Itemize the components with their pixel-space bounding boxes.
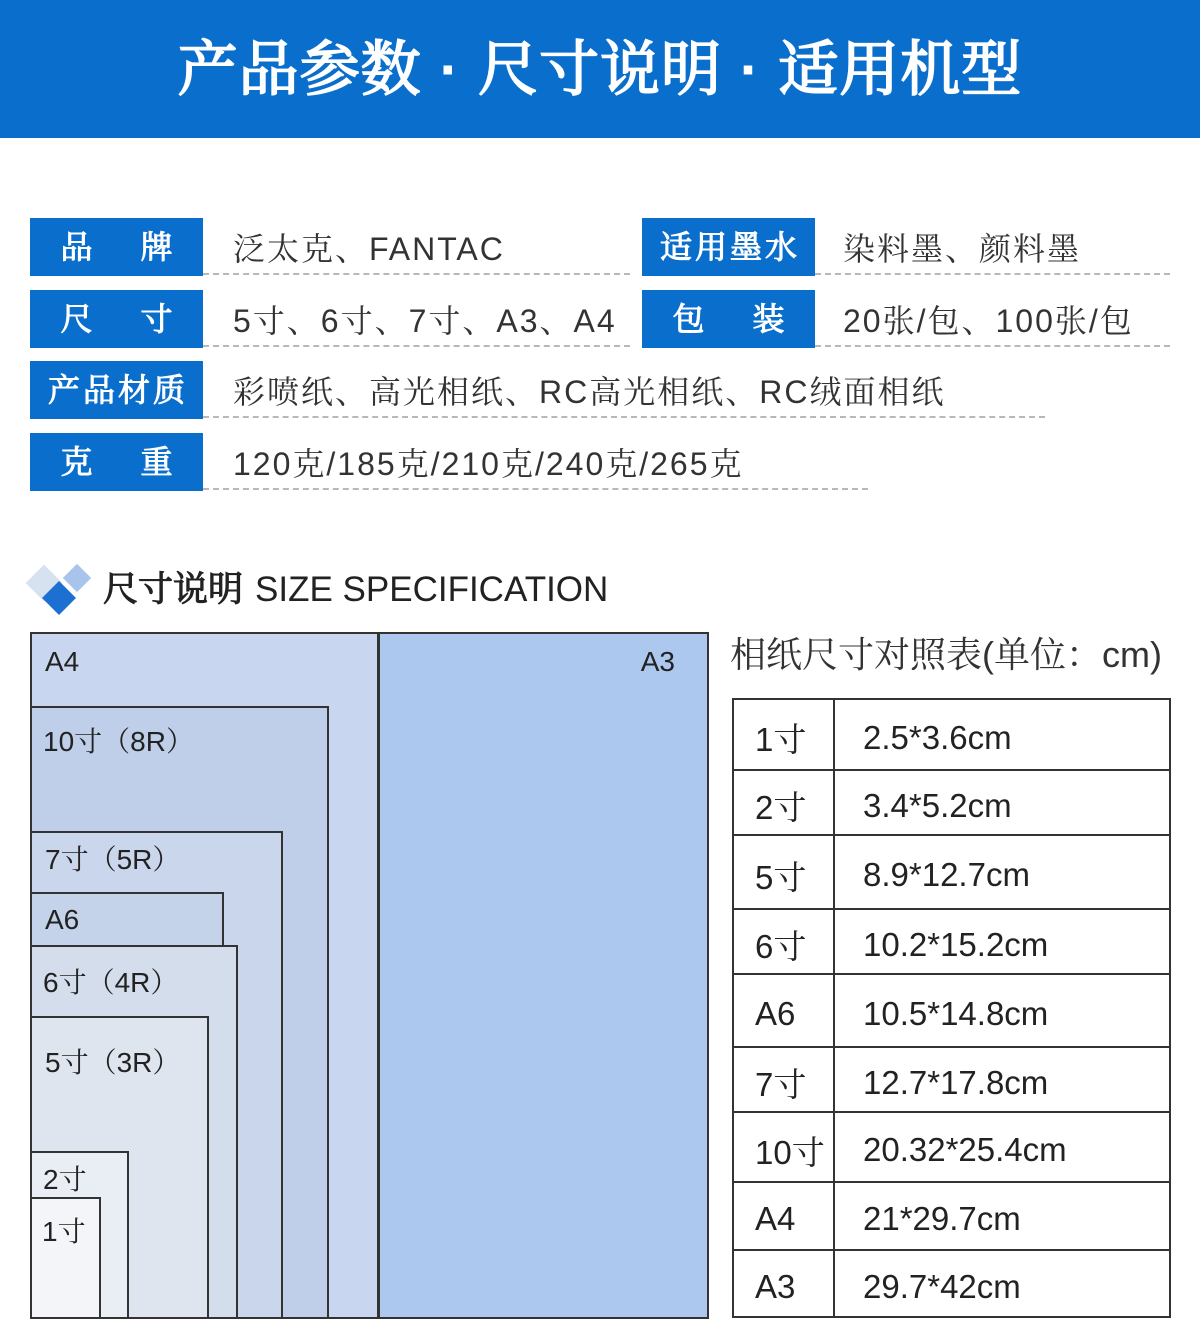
size-table [732, 698, 1171, 1318]
table-row [733, 1047, 1170, 1112]
table-row [733, 835, 1170, 909]
paper-label-a6: A6 [45, 904, 80, 935]
table-row [733, 770, 1170, 835]
spec-label-material: 产品材质 [30, 361, 203, 419]
section-title [103, 560, 608, 620]
table-cell-dims: 2.5*3.6cm [834, 699, 1170, 770]
spec-label-ink: 适用墨水 [642, 218, 815, 276]
table-row [733, 974, 1170, 1047]
page-title: 产品参数 · 尺寸说明 · 适用机型 [177, 36, 1023, 103]
spec-label-package: 包 装 [642, 290, 815, 348]
table-cell-name: A3 [733, 1250, 834, 1317]
spec-label-weight: 克 重 [30, 433, 203, 491]
spec-value-package: 20张/包、100张/包 [815, 290, 1170, 347]
header-banner [0, 0, 1200, 138]
spec-label-size: 尺 寸 [30, 290, 203, 348]
spec-label-brand: 品 牌 [30, 218, 203, 276]
table-row [733, 699, 1170, 770]
paper-label-6-inch: 6寸（4R） [43, 967, 179, 998]
table-cell-name: 5寸 [733, 835, 834, 909]
paper-label-a3: A3 [640, 646, 675, 677]
paper-label-7-inch: 7寸（5R） [45, 844, 181, 875]
diamond-mid-icon [63, 564, 91, 592]
table-row [733, 909, 1170, 974]
paper-label-2-inch: 2寸 [43, 1164, 87, 1195]
table-cell-dims: 10.5*14.8cm [834, 974, 1170, 1047]
table-cell-name: A4 [733, 1182, 834, 1250]
spec-value-brand: 泛太克、FANTAC [203, 218, 630, 275]
table-cell-dims: 21*29.7cm [834, 1182, 1170, 1250]
table-cell-dims: 8.9*12.7cm [834, 835, 1170, 909]
table-cell-name: 6寸 [733, 909, 834, 974]
paper-label-5-inch: 5寸（3R） [45, 1047, 181, 1078]
table-row [733, 1182, 1170, 1250]
paper-a3 [378, 632, 709, 1319]
size-section-heading [25, 560, 725, 620]
table-cell-name: 7寸 [733, 1047, 834, 1112]
spec-value-ink: 染料墨、颜料墨 [815, 218, 1170, 275]
section-title-en: SIZE SPECIFICATION [255, 570, 609, 609]
table-row [733, 1250, 1170, 1317]
table-cell-name: 1寸 [733, 699, 834, 770]
table-cell-name: A6 [733, 974, 834, 1047]
table-cell-dims: 20.32*25.4cm [834, 1112, 1170, 1182]
table-cell-dims: 29.7*42cm [834, 1250, 1170, 1317]
table-cell-dims: 10.2*15.2cm [834, 909, 1170, 974]
spec-value-weight: 120克/185克/210克/240克/265克 [203, 433, 868, 490]
paper-label-a4: A4 [45, 646, 80, 677]
table-cell-name: 10寸 [733, 1112, 834, 1182]
spec-value-material: 彩喷纸、高光相纸、RC高光相纸、RC绒面相纸 [203, 361, 1045, 418]
spec-value-size: 5寸、6寸、7寸、A3、A4 [203, 290, 630, 347]
table-cell-dims: 3.4*5.2cm [834, 770, 1170, 835]
table-row [733, 1112, 1170, 1182]
section-title-cn: 尺寸说明 [103, 570, 244, 609]
table-cell-name: 2寸 [733, 770, 834, 835]
paper-label-10-inch: 10寸（8R） [43, 726, 194, 757]
diamond-icon [25, 560, 97, 620]
table-cell-dims: 12.7*17.8cm [834, 1047, 1170, 1112]
paper-label-1-inch: 1寸 [42, 1216, 86, 1247]
size-table-title: 相纸尺寸对照表(单位：cm) [730, 634, 1162, 675]
paper-1-inch [30, 1197, 101, 1319]
